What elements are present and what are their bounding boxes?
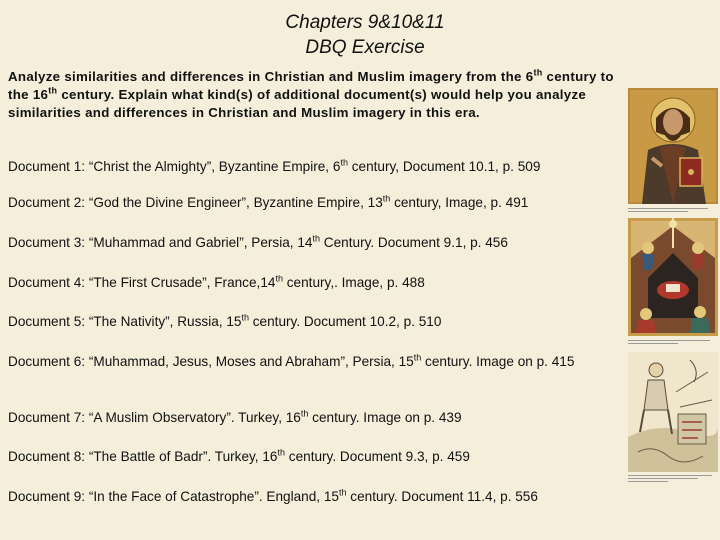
document-3: Document 3: “Muhammad and Gabriel”, Persia, 14th Century. Document 9.1, p. 456 xyxy=(8,233,508,250)
prompt-text-2: century to the 16 xyxy=(8,69,614,102)
document-2: Document 2: “God the Divine Engineer”, Byzantine Empire, 13th century, Image, p. 491 xyxy=(8,193,529,210)
document-6: Document 6: “Muhammad, Jesus, Moses and Abraham”, Persia, 15th century. Image on p. 415 xyxy=(8,352,575,369)
prompt-paragraph xyxy=(8,68,618,122)
image-3-caption xyxy=(628,475,718,484)
document-5: Document 5: “The Nativity”, Russia, 15th century. Document 10.2, p. 510 xyxy=(8,312,442,329)
prompt-sup-1: th xyxy=(533,67,543,78)
document-7: Document 7: “A Muslim Observatory”. Turkey, 16th century. Image on p. 439 xyxy=(8,408,462,425)
page-title xyxy=(240,10,490,60)
catastrophe-sketch-image xyxy=(628,352,718,472)
prompt-sup-2: th xyxy=(48,85,58,96)
document-1: Document 1: “Christ the Almighty”, Byzantine Empire, 6th century, Document 10.1, p. 509 xyxy=(8,157,541,174)
document-8: Document 8: “The Battle of Badr”. Turkey, 16th century. Document 9.3, p. 459 xyxy=(8,447,470,464)
nativity-icon-image xyxy=(628,218,718,336)
image-1-caption xyxy=(628,208,718,214)
prompt-text-3: century. Explain what kind(s) of additional document(s) would help you analyze similarities and differences in Christian and Muslim imagery in this era. xyxy=(8,87,587,120)
image-2-caption xyxy=(628,340,718,346)
title-dbq: DBQ Exercise xyxy=(305,37,425,58)
document-9: Document 9: “In the Face of Catastrophe”. England, 15th century. Document 11.4, p. 556 xyxy=(8,487,538,504)
christ-icon-image xyxy=(628,88,718,204)
document-4: Document 4: “The First Crusade”, France,14th century,. Image, p. 488 xyxy=(8,273,425,290)
prompt-text-1: Analyze similarities and differences in Christian and Muslim imagery from the 6 xyxy=(8,69,534,84)
title-chapters: Chapters 9&10&11 xyxy=(285,12,445,33)
